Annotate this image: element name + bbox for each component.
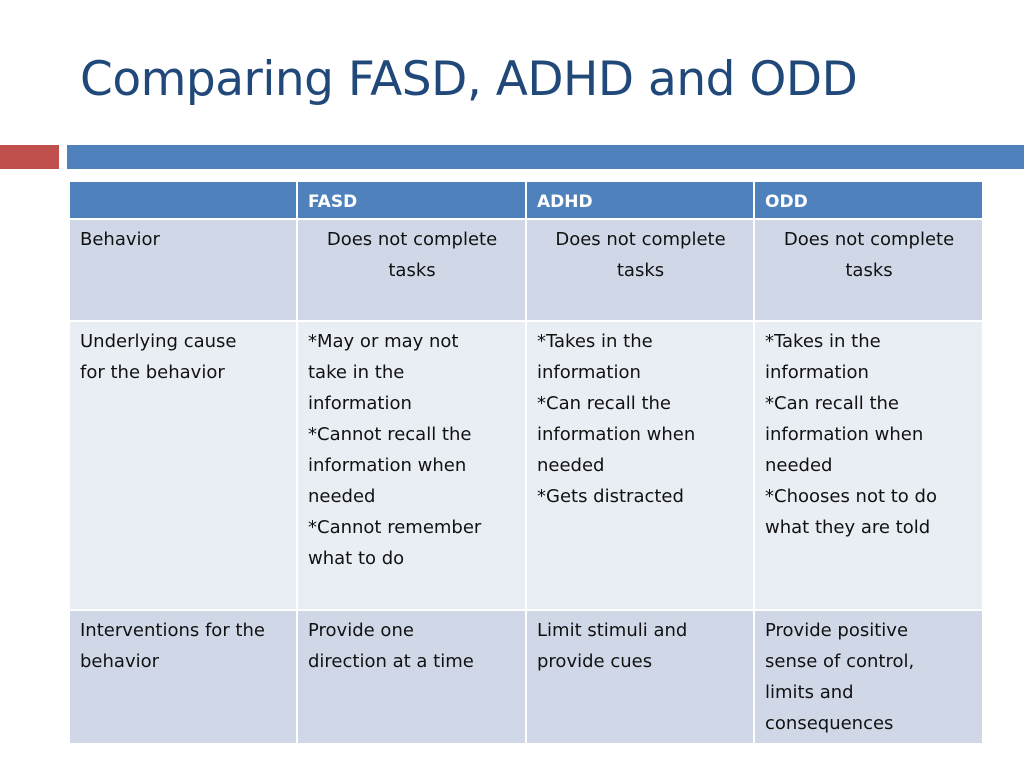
cell-line: *Cannot remember xyxy=(308,517,482,538)
cell-line: needed xyxy=(537,455,605,476)
cell-line: Provide one xyxy=(308,620,414,641)
cell-line: *Can recall the xyxy=(537,393,671,414)
cell-line: limits and xyxy=(765,682,854,703)
cell-line: for the behavior xyxy=(80,362,225,383)
accent-bar-red xyxy=(0,145,59,169)
cell-line: provide cues xyxy=(537,651,653,672)
cell-line: information xyxy=(537,362,641,383)
cell-adhd-behavior xyxy=(526,219,754,321)
cell-line: sense of control, xyxy=(765,651,915,672)
cell-odd-cause xyxy=(754,321,983,610)
table-row-behavior xyxy=(69,219,983,321)
cell-odd-interventions xyxy=(754,610,983,744)
header-cell-odd: ODD xyxy=(754,181,983,219)
cell-line: what they are told xyxy=(765,517,931,538)
cell-line: *May or may not xyxy=(308,331,459,352)
cell-line: information when xyxy=(308,455,467,476)
cell-line: *Can recall the xyxy=(765,393,899,414)
cell-line: consequences xyxy=(765,713,894,734)
header-cell-fasd: FASD xyxy=(297,181,526,219)
cell-line: information when xyxy=(765,424,924,445)
header-cell-empty xyxy=(69,181,297,219)
cell-line: *Takes in the xyxy=(537,331,653,352)
cell-line: what to do xyxy=(308,548,405,569)
header-cell-adhd: ADHD xyxy=(526,181,754,219)
accent-bar-blue xyxy=(67,145,1024,169)
cell-line: *Gets distracted xyxy=(537,486,684,507)
cell-line: Does not complete xyxy=(326,229,498,250)
cell-line: *Cannot recall the xyxy=(308,424,472,445)
cell-fasd-interventions xyxy=(297,610,526,744)
slide-title: Comparing FASD, ADHD and ODD xyxy=(80,52,858,107)
cell-line: direction at a time xyxy=(308,651,474,672)
cell-line: take in the xyxy=(308,362,405,383)
table-row-interventions xyxy=(69,610,983,744)
cell-line: information xyxy=(765,362,869,383)
cell-line: Does not complete xyxy=(783,229,955,250)
cell-line: Does not complete xyxy=(555,229,726,250)
cell-line: *Takes in the xyxy=(765,331,881,352)
table-header-row xyxy=(69,181,983,219)
cell-line: needed xyxy=(308,486,376,507)
cell-fasd-cause xyxy=(297,321,526,610)
cell-line: information when xyxy=(537,424,696,445)
cell-line: tasks xyxy=(388,260,436,281)
cell-line: needed xyxy=(765,455,833,476)
cell-line: information xyxy=(308,393,412,414)
cell-adhd-cause xyxy=(526,321,754,610)
cell-line: tasks xyxy=(616,260,665,281)
cell-odd-behavior xyxy=(754,219,983,321)
cell-line: Provide positive xyxy=(765,620,909,641)
comparison-table-wrapper xyxy=(68,180,982,745)
row-label-interventions xyxy=(69,610,297,744)
cell-line: Limit stimuli and xyxy=(537,620,688,641)
cell-line: tasks xyxy=(845,260,893,281)
cell-line: behavior xyxy=(80,651,160,672)
cell-line: Interventions for the xyxy=(80,620,265,641)
row-label-behavior: Behavior xyxy=(69,219,297,321)
table-row-underlying-cause xyxy=(69,321,983,610)
cell-line: *Chooses not to do xyxy=(765,486,937,507)
cell-adhd-interventions xyxy=(526,610,754,744)
cell-fasd-behavior xyxy=(297,219,526,321)
comparison-table xyxy=(68,180,984,745)
cell-line: Underlying cause xyxy=(80,331,237,352)
row-label-underlying-cause xyxy=(69,321,297,610)
